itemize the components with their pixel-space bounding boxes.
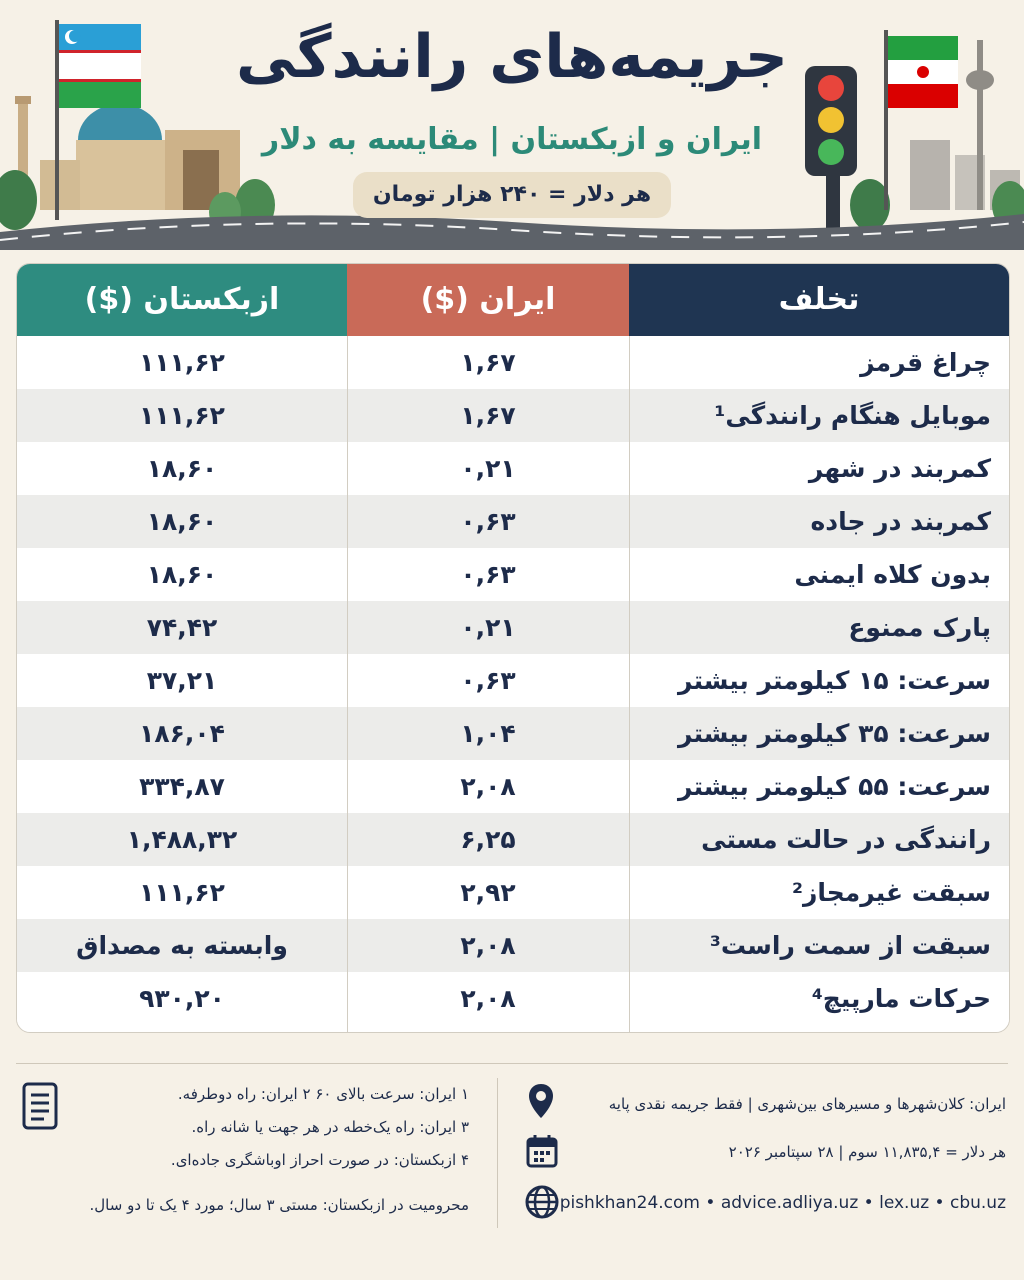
footnote: ۱ ایران: سرعت بالای ۶۰ ۲ ایران: راه دوطرفه. — [177, 1085, 469, 1103]
cell-uzbekistan: ۳۷,۲۱ — [146, 666, 218, 695]
cell-iran: ۶,۲۵ — [460, 825, 516, 854]
cell-iran: ۰,۲۱ — [460, 454, 516, 483]
page-title: جریمه‌های رانندگی — [235, 22, 789, 92]
cell-uzbekistan: ۱۸۶,۰۴ — [139, 719, 225, 748]
table-row — [17, 601, 1009, 654]
cell-uzbekistan: ۱۱۱,۶۲ — [139, 878, 225, 907]
cell-uzbekistan: ۱۸,۶۰ — [146, 560, 218, 589]
header — [0, 0, 1024, 250]
cell-violation: کمربند در جاده — [810, 507, 991, 536]
exchange-rate-badge: هر دلار = ۲۴۰ هزار تومان — [353, 172, 671, 218]
table-row — [17, 495, 1009, 548]
cell-iran: ۲,۰۸ — [460, 931, 516, 960]
column-header-iran: ایران ($) — [347, 264, 629, 336]
table-row — [17, 760, 1009, 813]
scope-note: ایران: کلان‌شهرها و مسیرهای بین‌شهری | فقط جریمه نقدی پایه — [608, 1095, 1006, 1113]
cell-iran: ۰,۶۳ — [460, 666, 516, 695]
column-divider — [347, 336, 348, 1032]
table-row — [17, 442, 1009, 495]
table-row — [17, 654, 1009, 707]
table-row — [17, 866, 1009, 919]
cell-violation: سرعت: ۱۵ کیلومتر بیشتر — [678, 666, 991, 695]
cell-violation: سرعت: ۳۵ کیلومتر بیشتر — [678, 719, 991, 748]
suspension-note: محرومیت در ازبکستان: مستی ۳ سال؛ مورد ۴ یک تا دو سال. — [89, 1196, 469, 1214]
globe-icon — [525, 1185, 559, 1219]
cell-iran: ۰,۲۱ — [460, 613, 516, 642]
cell-uzbekistan: ۱۸,۶۰ — [146, 454, 218, 483]
footnote: ۳ ایران: راه یک‌خطه در هر جهت یا شانه راه. — [191, 1118, 469, 1136]
cell-uzbekistan: ۱,۴۸۸,۳۲ — [126, 825, 238, 854]
cell-violation: سبقت از سمت راست³ — [709, 931, 991, 960]
page-subtitle: ایران و ازبکستان | مقایسه به دلار — [261, 122, 763, 157]
footer-column-divider — [497, 1078, 498, 1228]
date-rate-line: هر دلار = ۱۱,۸۳۵,۴ سوم | ۲۸ سپتامبر ۲۰۲۶ — [728, 1143, 1006, 1161]
document-icon — [22, 1082, 58, 1130]
footnote: ۴ ازبکستان: در صورت احراز اوباشگری جاده‌ای. — [170, 1151, 469, 1169]
cell-iran: ۲,۰۸ — [460, 772, 516, 801]
table-row — [17, 972, 1009, 1025]
cell-violation: کمربند در شهر — [808, 454, 991, 483]
fines-table — [16, 263, 1010, 1033]
cell-uzbekistan: ۹۳۰,۲۰ — [139, 984, 225, 1013]
table-row — [17, 919, 1009, 972]
cell-violation: چراغ قرمز — [860, 348, 991, 377]
sources-links: pishkhan24.com • advice.adliya.uz • lex.uz • cbu.uz — [559, 1193, 1006, 1213]
table-row — [17, 548, 1009, 601]
cell-uzbekistan: وابسته به مصداق — [76, 931, 288, 960]
cell-violation: سبقت غیرمجاز² — [791, 878, 991, 907]
calendar-icon — [526, 1134, 558, 1168]
table-row — [17, 813, 1009, 866]
column-header-violation: تخلف — [629, 264, 1009, 336]
cell-uzbekistan: ۱۸,۶۰ — [146, 507, 218, 536]
cell-violation: حرکات مارپیچ⁴ — [811, 984, 991, 1013]
cell-violation: رانندگی در حالت مستی — [701, 825, 991, 854]
table-header — [17, 264, 1009, 336]
cell-violation: موبایل هنگام رانندگی¹ — [714, 401, 991, 430]
cell-violation: بدون کلاه ایمنی — [794, 560, 991, 589]
column-header-uzbekistan: ازبکستان ($) — [17, 264, 347, 336]
location-pin-icon — [527, 1082, 555, 1120]
cell-uzbekistan: ۱۱۱,۶۲ — [139, 401, 225, 430]
cell-iran: ۲,۹۲ — [460, 878, 516, 907]
cell-uzbekistan: ۷۴,۴۲ — [146, 613, 218, 642]
cell-iran: ۰,۶۳ — [460, 507, 516, 536]
table-row — [17, 389, 1009, 442]
cell-iran: ۲,۰۸ — [460, 984, 516, 1013]
cell-violation: سرعت: ۵۵ کیلومتر بیشتر — [678, 772, 991, 801]
cell-violation: پارک ممنوع — [848, 613, 991, 642]
table-row — [17, 707, 1009, 760]
cell-uzbekistan: ۳۳۴,۸۷ — [139, 772, 225, 801]
cell-iran: ۱,۶۷ — [460, 401, 516, 430]
cell-iran: ۱,۰۴ — [460, 719, 516, 748]
table-row — [17, 336, 1009, 389]
column-divider — [629, 336, 630, 1032]
cell-iran: ۰,۶۳ — [460, 560, 516, 589]
cell-iran: ۱,۶۷ — [460, 348, 516, 377]
cell-uzbekistan: ۱۱۱,۶۲ — [139, 348, 225, 377]
footer-divider — [16, 1063, 1008, 1064]
